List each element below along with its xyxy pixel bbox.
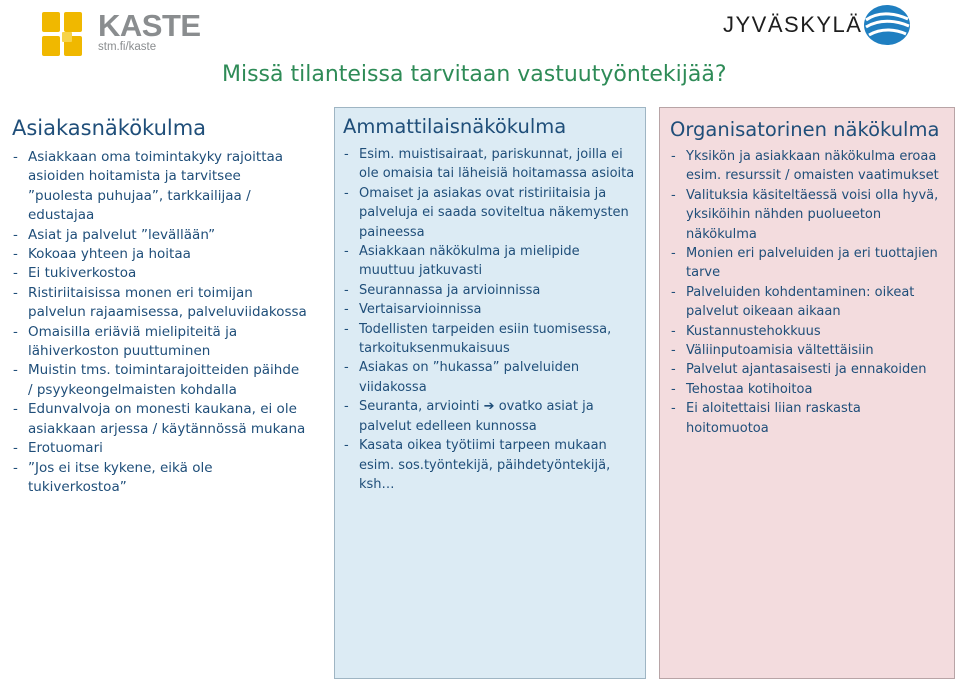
- list-item: - Yksikön ja asiakkaan näkökulma eroaa esim. resurssit / omaisten vaatimukset: [670, 147, 944, 186]
- list-item: - Palvelut ajantasaisesti ja ennakoiden: [670, 360, 944, 379]
- list-item: - Todellisten tarpeiden esiin tuomisessa, tarkoituksenmukaisuus: [343, 320, 635, 359]
- list-item: - Monien eri palveluiden ja eri tuottajien tarve: [670, 244, 944, 283]
- list-item: - Tehostaa kotihoitoa: [670, 380, 944, 399]
- list-item: - Omaiset ja asiakas ovat ristiriitaisia ja palveluja ei saada soviteltua näkemysten paineessa: [343, 184, 635, 242]
- list-item: - Vertaisarvioinnissa: [343, 300, 635, 319]
- organisational-perspective-panel: [659, 107, 955, 679]
- follow-up-text: Seuranta, arviointi: [359, 399, 480, 415]
- kaste-emblem-icon: [40, 10, 94, 58]
- kaste-wordmark: KASTE: [98, 8, 201, 43]
- list-item: - Asiakas on ”hukassa” palveluiden viidakossa: [343, 358, 635, 397]
- client-perspective-list: [12, 148, 308, 497]
- professional-perspective-heading: Ammattilaisnäkökulma: [343, 115, 567, 138]
- list-item: - Palveluiden kohdentaminen: oikeat palvelut oikeaan aikaan: [670, 283, 944, 322]
- professional-perspective-list: [343, 145, 635, 494]
- page-title: Missä tilanteissa tarvitaan vastuutyöntekijää?: [222, 62, 727, 87]
- professional-perspective-panel: [334, 107, 646, 679]
- list-item: - Muistin tms. toimintarajoitteiden päihde / psyykeongelmaisten kohdalla: [12, 361, 308, 400]
- list-item: - Seurannassa ja arvioinnissa: [343, 281, 635, 300]
- list-item: - Erotuomari: [12, 439, 308, 458]
- list-item: - Kasata oikea työtiimi tarpeen mukaan esim. sos.työntekijä, päihdetyöntekijä, ksh…: [343, 436, 635, 494]
- list-item: - Kokoaa yhteen ja hoitaa: [12, 245, 308, 264]
- list-item-follow-up: [343, 397, 635, 436]
- list-item: - ”Jos ei itse kykene, eikä ole tukiverkostoa”: [12, 459, 308, 498]
- list-item: - Ei aloitettaisi liian raskasta hoitomuotoa: [670, 399, 944, 438]
- follow-up-text-rest: ovatko asiat ja palvelut edelleen kunnossa: [359, 399, 594, 434]
- list-item: - Esim. muistisairaat, pariskunnat, joilla ei ole omaisia tai läheisiä hoitamassa asioita: [343, 145, 635, 184]
- list-item: - Asiakkaan näkökulma ja mielipide muuttuu jatkuvasti: [343, 242, 635, 281]
- list-item: - Edunvalvoja on monesti kaukana, ei ole asiakkaan arjessa / käytännössä mukana: [12, 400, 308, 439]
- organisational-perspective-heading: Organisatorinen näkökulma: [670, 118, 940, 141]
- list-item: - Ristiriitaisissa monen eri toimijan palvelun rajaamisessa, palveluviidakossa: [12, 284, 308, 323]
- right-arrow-icon: ➔: [483, 399, 495, 415]
- jyvaskyla-wave-icon: [863, 4, 911, 46]
- client-perspective-heading: Asiakasnäkökulma: [12, 116, 207, 140]
- list-item: - Valituksia käsiteltäessä voisi olla hyvä, yksiköihin nähden puolueeton näkökulma: [670, 186, 944, 244]
- client-perspective-panel: [0, 107, 320, 683]
- jyvaskyla-wordmark: JYVÄSKYLÄ: [723, 12, 863, 37]
- list-item: - Väliinputoamisia vältettäisiin: [670, 341, 944, 360]
- kaste-url: stm.fi/kaste: [98, 41, 157, 53]
- list-item: - Asiakkaan oma toimintakyky rajoittaa asioiden hoitamista ja tarvitsee ”puolesta puhujaa”, tarkkailijaa / edustajaa: [12, 148, 308, 226]
- kaste-logo: [40, 10, 230, 58]
- organisational-perspective-list: [670, 147, 944, 438]
- list-item: - Ei tukiverkostoa: [12, 264, 308, 283]
- list-item: - Omaisilla eriäviä mielipiteitä ja lähiverkoston puuttuminen: [12, 323, 308, 362]
- jyvaskyla-logo: [723, 4, 913, 48]
- list-item: - Asiat ja palvelut ”levällään”: [12, 226, 308, 245]
- list-item: - Kustannustehokkuus: [670, 322, 944, 341]
